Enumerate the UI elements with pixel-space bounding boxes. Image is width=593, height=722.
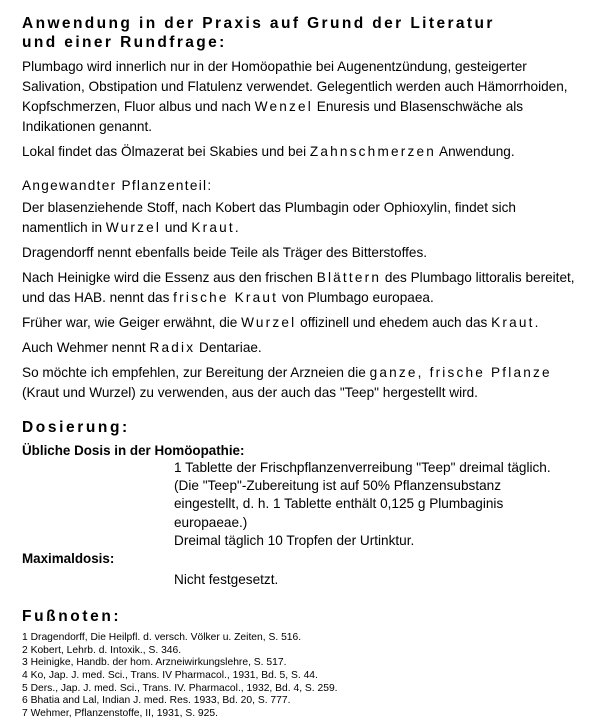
text-run: . (534, 315, 539, 330)
text-run: Auch Wehmer nennt (22, 340, 150, 355)
usual-dose-label: Übliche Dosis in der Homöopathie: (22, 443, 245, 458)
text-run: So möchte ich empfehlen, zur Bereitung der Arzneien die (22, 365, 370, 380)
spaced-term: frische Kraut (173, 290, 279, 305)
text-run: offizinell und ehedem auch das (296, 315, 492, 330)
footnote-item: 6 Bhatia and Lal, Indian J. med. Res. 1933, Bd. 20, S. 777. (22, 695, 291, 707)
title-line-1: Anwendung in der Praxis auf Grund der Literatur (22, 15, 495, 32)
plant-part-paragraph-6 (22, 363, 582, 403)
footnote-item: 4 Ko, Jap. J. med. Sci., Trans. IV Pharmacol., 1931, Bd. 5, S. 44. (22, 670, 318, 681)
spaced-term: Wurzel (105, 220, 162, 235)
footnotes-heading: Fußnoten: (22, 608, 122, 626)
spaced-term: Radix (149, 340, 196, 355)
page-title (22, 14, 582, 52)
plant-part-paragraph-1 (22, 198, 582, 238)
plant-part-paragraph-2: Dragendorff nennt ebenfalls beide Teile als Träger des Bitterstoffes. (22, 245, 428, 260)
usual-dose-line: Dreimal täglich 10 Tropfen der Urtinktur. (174, 532, 415, 548)
intro-paragraph-1 (22, 57, 582, 137)
plant-part-paragraph-5 (22, 338, 582, 358)
dosage-heading: Dosierung: (22, 419, 130, 436)
spaced-term: Zahnschmerzen (309, 144, 436, 159)
spaced-term: Kraut (491, 315, 535, 330)
text-run: von Plumbago europaea. (278, 290, 434, 305)
spaced-name: Wenzel (254, 99, 314, 114)
footnotes-list (22, 632, 582, 720)
text-run: Anwendung. (435, 144, 515, 159)
usual-dose-line: europaeae.) (174, 514, 248, 530)
text-run: Nach Heinigke wird die Essenz aus den frischen (22, 270, 317, 285)
footnote-item: 1 Dragendorff, Die Heilpfl. d. versch. Völker u. Zeiten, S. 516. (22, 632, 302, 644)
spaced-term: Wurzel (241, 315, 297, 330)
spaced-term: Kraut (191, 220, 235, 235)
usual-dose-line: eingestellt, d. h. 1 Tablette enthält 0,125 g Plumbaginis (174, 496, 504, 512)
intro-paragraph-2 (22, 142, 582, 162)
max-dose-text: Nicht festgesetzt. (174, 572, 279, 588)
text-run: Lokal findet das Ölmazerat bei Skabies und bei (22, 144, 310, 159)
usual-dose-text (174, 459, 582, 550)
footnote-item: 3 Heinigke, Handb. der hom. Arzneiwirkungslehre, S. 517. (22, 657, 287, 669)
footnote-item: 5 Ders., Jap. J. med. Sci., Trans. IV. Pharmacol., 1932, Bd. 4, S. 259. (22, 682, 338, 694)
title-line-2: und einer Rundfrage: (22, 34, 227, 51)
text-run: (Kraut und Wurzel) zu verwenden, aus der auch das "Teep" hergestellt wird. (22, 385, 478, 400)
text-run: Enuresis und Blasenschwäche als Indikationen genannt. (22, 99, 524, 134)
text-run: Plumbago wird innerlich nur in der Homöopathie bei Augenentzündung, gesteigerter Salivation, Obstipation und Flatulenz verwendet. Gelegentlich werden auch Hämorrhoiden, Kopfschmerzen, Fluor albus und nach (22, 59, 568, 114)
text-run: und (161, 220, 192, 235)
max-dose-label: Maximaldosis: (22, 551, 115, 567)
footnote-item: 7 Wehmer, Pflanzenstoffe, II, 1931, S. 925. (22, 707, 218, 719)
document-page (22, 14, 582, 720)
spaced-term: Blättern (316, 270, 382, 285)
text-run: Dentariae. (195, 340, 262, 355)
text-run: Der blasenziehende Stoff, nach Kobert das Plumbagin oder Ophioxylin, findet sich namentlich in (22, 200, 516, 235)
usual-dose-line: 1 Tablette der Frischpflanzenverreibung "Teep" dreimal täglich. (174, 460, 551, 475)
plant-part-heading: Angewandter Pflanzenteil: (22, 178, 213, 193)
text-run: . (234, 220, 239, 235)
text-run: des Plumbago littoralis bereitet, und das HAB. nennt das (22, 270, 575, 305)
plant-part-paragraph-4 (22, 313, 582, 333)
footnote-item: 2 Kobert, Lehrb. d. Intoxik., S. 346. (22, 644, 182, 656)
text-run: Früher war, wie Geiger erwähnt, die (22, 315, 242, 330)
spaced-term: ganze, frische Pflanze (369, 365, 552, 380)
usual-dose-line: (Die "Teep"-Zubereitung ist auf 50% Pflanzensubstanz (174, 478, 502, 494)
plant-part-paragraph-3 (22, 268, 582, 308)
